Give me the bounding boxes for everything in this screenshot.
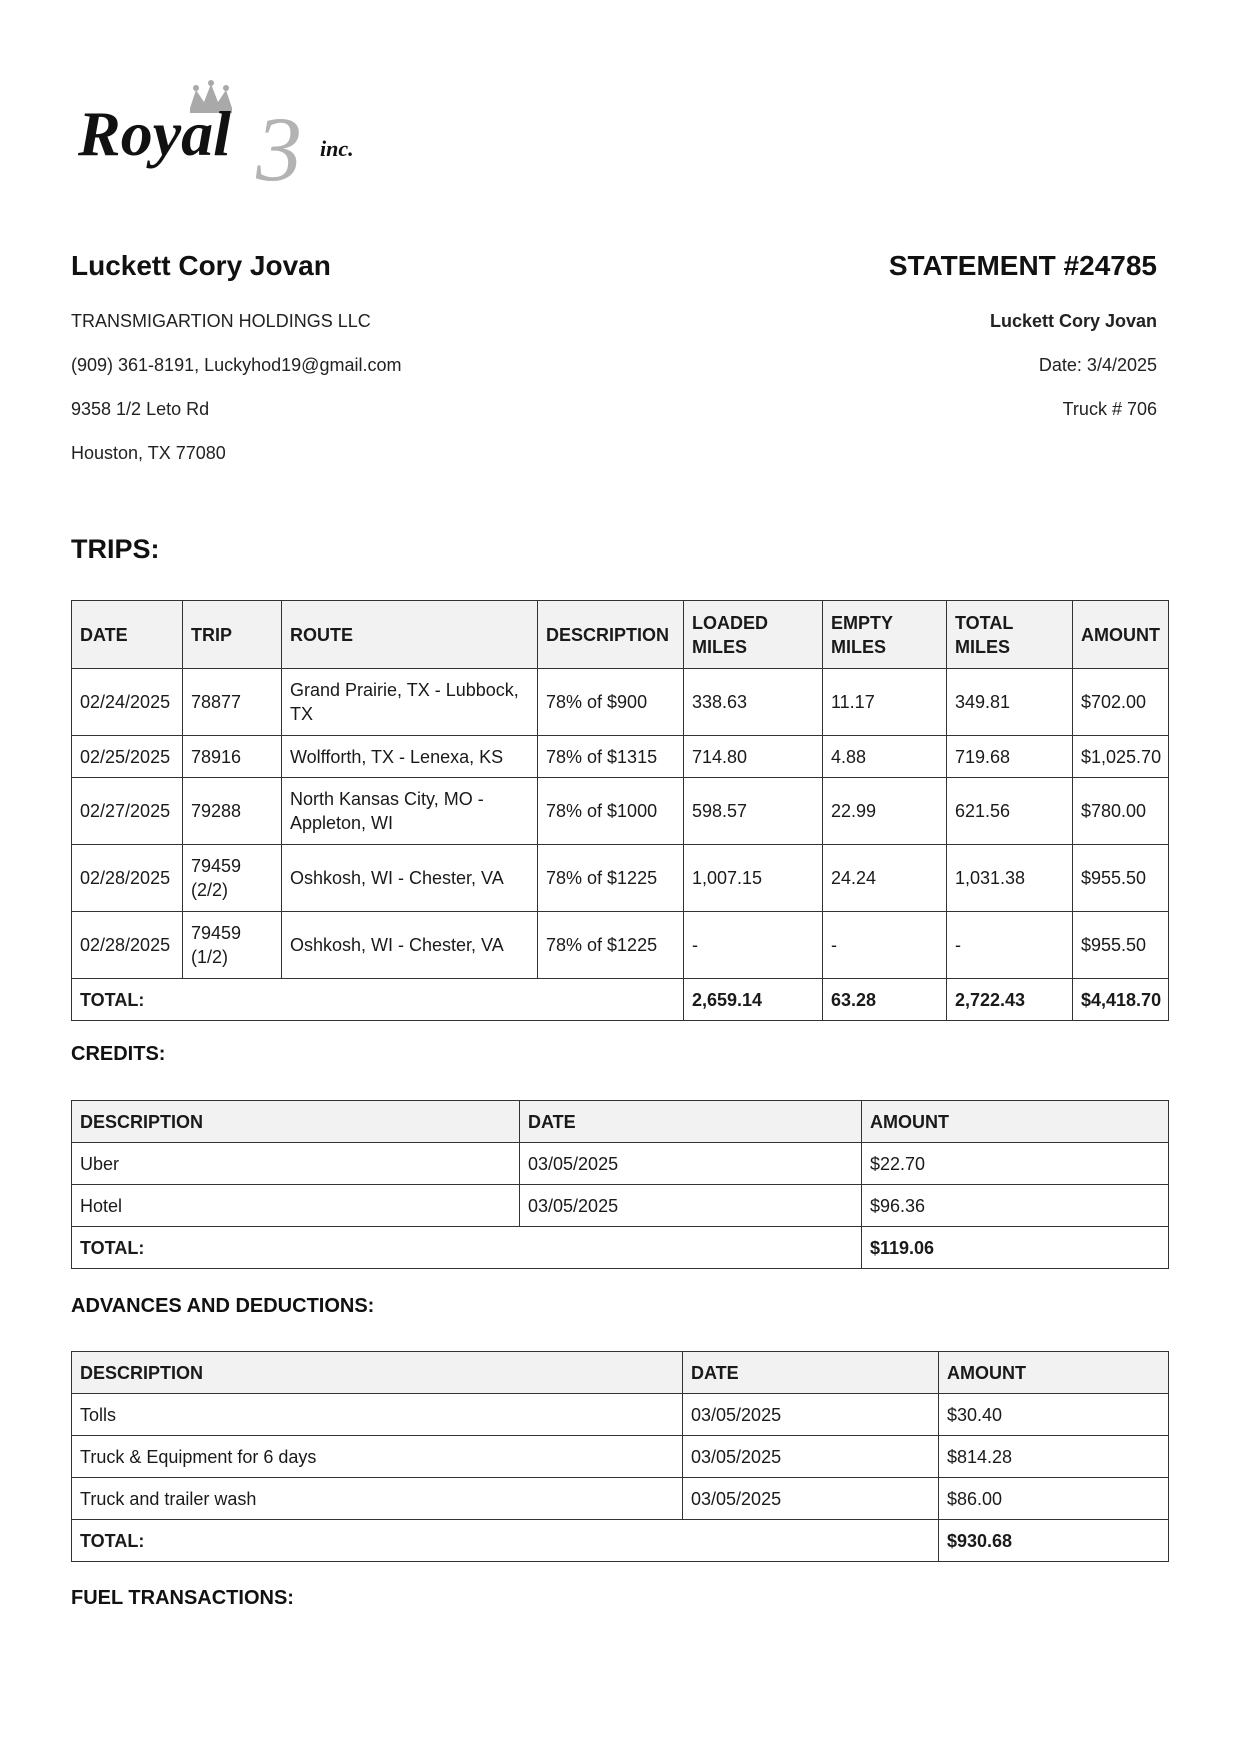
col-header-total-miles: TOTAL MILES	[947, 601, 1073, 669]
cell-route: North Kansas City, MO - Appleton, WI	[282, 778, 538, 845]
cell-total: 349.81	[947, 669, 1073, 736]
cell-description: 78% of $1000	[538, 778, 684, 845]
col-header-date: DATE	[683, 1352, 939, 1394]
cell-description: 78% of $1225	[538, 845, 684, 912]
statement-date: Date: 3/4/2025	[1038, 355, 1157, 375]
cell-amount: $702.00	[1073, 669, 1169, 736]
table-row	[72, 1478, 1169, 1520]
truck-number: Truck # 706	[1062, 399, 1157, 419]
cell-empty: 22.99	[823, 778, 947, 845]
cell-total: 1,031.38	[947, 845, 1073, 912]
credits-header-row	[72, 1101, 1169, 1143]
cell-amount: $30.40	[939, 1394, 1169, 1436]
cell-loaded: -	[684, 912, 823, 979]
cell-empty: 11.17	[823, 669, 947, 736]
company-logo	[78, 80, 388, 190]
col-header-description: DESCRIPTION	[538, 601, 684, 669]
credits-total-label: TOTAL:	[72, 1227, 862, 1269]
cell-description: Hotel	[72, 1185, 520, 1227]
credits-total-amount: $119.06	[862, 1227, 1169, 1269]
col-header-trip: TRIP	[183, 601, 282, 669]
cell-trip: 78877	[183, 669, 282, 736]
table-row	[72, 736, 1169, 778]
cell-amount: $22.70	[862, 1143, 1169, 1185]
cell-route: Grand Prairie, TX - Lubbock, TX	[282, 669, 538, 736]
cell-trip: 79459 (2/2)	[183, 845, 282, 912]
col-header-description: DESCRIPTION	[72, 1101, 520, 1143]
trips-total-empty: 63.28	[823, 979, 947, 1021]
driver-address-line2: Houston, TX 77080	[71, 443, 226, 463]
cell-amount: $814.28	[939, 1436, 1169, 1478]
cell-total: -	[947, 912, 1073, 979]
cell-loaded: 714.80	[684, 736, 823, 778]
cell-date: 03/05/2025	[683, 1394, 939, 1436]
cell-date: 02/28/2025	[72, 845, 183, 912]
cell-description: 78% of $1225	[538, 912, 684, 979]
trips-total-label: TOTAL:	[72, 979, 684, 1021]
cell-description: Uber	[72, 1143, 520, 1185]
col-header-description: DESCRIPTION	[72, 1352, 683, 1394]
trips-total-amount: $4,418.70	[1073, 979, 1169, 1021]
cell-total: 621.56	[947, 778, 1073, 845]
svg-text:inc.: inc.	[320, 136, 354, 161]
col-header-amount: AMOUNT	[1073, 601, 1169, 669]
cell-trip: 79288	[183, 778, 282, 845]
cell-trip: 79459 (1/2)	[183, 912, 282, 979]
driver-company: TRANSMIGARTION HOLDINGS LLC	[71, 311, 371, 331]
cell-loaded: 598.57	[684, 778, 823, 845]
svg-text:3: 3	[256, 98, 302, 190]
deductions-section-title: ADVANCES AND DEDUCTIONS:	[71, 1295, 375, 1317]
trips-total-loaded: 2,659.14	[684, 979, 823, 1021]
cell-date: 03/05/2025	[683, 1478, 939, 1520]
cell-date: 03/05/2025	[520, 1185, 862, 1227]
cell-route: Oshkosh, WI - Chester, VA	[282, 912, 538, 979]
cell-amount: $96.36	[862, 1185, 1169, 1227]
deductions-total-row	[72, 1520, 1169, 1562]
trips-table	[71, 600, 1169, 1021]
cell-empty: -	[823, 912, 947, 979]
cell-amount: $955.50	[1073, 845, 1169, 912]
cell-description: Truck and trailer wash	[72, 1478, 683, 1520]
col-header-amount: AMOUNT	[939, 1352, 1169, 1394]
table-row	[72, 1394, 1169, 1436]
cell-date: 02/28/2025	[72, 912, 183, 979]
table-row	[72, 778, 1169, 845]
statement-driver-name: Luckett Cory Jovan	[989, 311, 1157, 331]
cell-date: 03/05/2025	[520, 1143, 862, 1185]
cell-route: Wolfforth, TX - Lenexa, KS	[282, 736, 538, 778]
cell-total: 719.68	[947, 736, 1073, 778]
fuel-section-title: FUEL TRANSACTIONS:	[71, 1587, 294, 1609]
cell-description: 78% of $1315	[538, 736, 684, 778]
logo-name: Royal	[78, 98, 231, 169]
col-header-amount: AMOUNT	[862, 1101, 1169, 1143]
table-row	[72, 845, 1169, 912]
cell-date: 02/25/2025	[72, 736, 183, 778]
col-header-date: DATE	[72, 601, 183, 669]
table-row	[72, 1185, 1169, 1227]
deductions-total-label: TOTAL:	[72, 1520, 939, 1562]
deductions-header-row	[72, 1352, 1169, 1394]
cell-date: 02/27/2025	[72, 778, 183, 845]
cell-description: Tolls	[72, 1394, 683, 1436]
col-header-date: DATE	[520, 1101, 862, 1143]
trips-total-miles: 2,722.43	[947, 979, 1073, 1021]
cell-trip: 78916	[183, 736, 282, 778]
cell-amount: $86.00	[939, 1478, 1169, 1520]
deductions-total-amount: $930.68	[939, 1520, 1169, 1562]
driver-name: Luckett Cory Jovan	[71, 250, 331, 281]
credits-total-row	[72, 1227, 1169, 1269]
cell-amount: $955.50	[1073, 912, 1169, 979]
trips-total-row	[72, 979, 1169, 1021]
cell-description: Truck & Equipment for 6 days	[72, 1436, 683, 1478]
cell-route: Oshkosh, WI - Chester, VA	[282, 845, 538, 912]
cell-amount: $780.00	[1073, 778, 1169, 845]
cell-date: 02/24/2025	[72, 669, 183, 736]
trips-header-row	[72, 601, 1169, 669]
cell-date: 03/05/2025	[683, 1436, 939, 1478]
crown-logo-graphic	[78, 80, 388, 190]
credits-table	[71, 1100, 1169, 1269]
trips-section-title: TRIPS:	[71, 534, 160, 564]
cell-loaded: 338.63	[684, 669, 823, 736]
deductions-table	[71, 1351, 1169, 1562]
col-header-empty-miles: EMPTY MILES	[823, 601, 947, 669]
credits-section-title: CREDITS:	[71, 1043, 166, 1065]
statement-title: STATEMENT #24785	[888, 250, 1157, 281]
cell-amount: $1,025.70	[1073, 736, 1169, 778]
col-header-loaded-miles: LOADED MILES	[684, 601, 823, 669]
table-row	[72, 1143, 1169, 1185]
table-row	[72, 669, 1169, 736]
cell-empty: 4.88	[823, 736, 947, 778]
table-row	[72, 912, 1169, 979]
driver-address-line1: 9358 1/2 Leto Rd	[71, 399, 210, 419]
table-row	[72, 1436, 1169, 1478]
cell-loaded: 1,007.15	[684, 845, 823, 912]
cell-empty: 24.24	[823, 845, 947, 912]
cell-description: 78% of $900	[538, 669, 684, 736]
col-header-route: ROUTE	[282, 601, 538, 669]
driver-contact: (909) 361-8191, Luckyhod19@gmail.com	[71, 355, 402, 375]
